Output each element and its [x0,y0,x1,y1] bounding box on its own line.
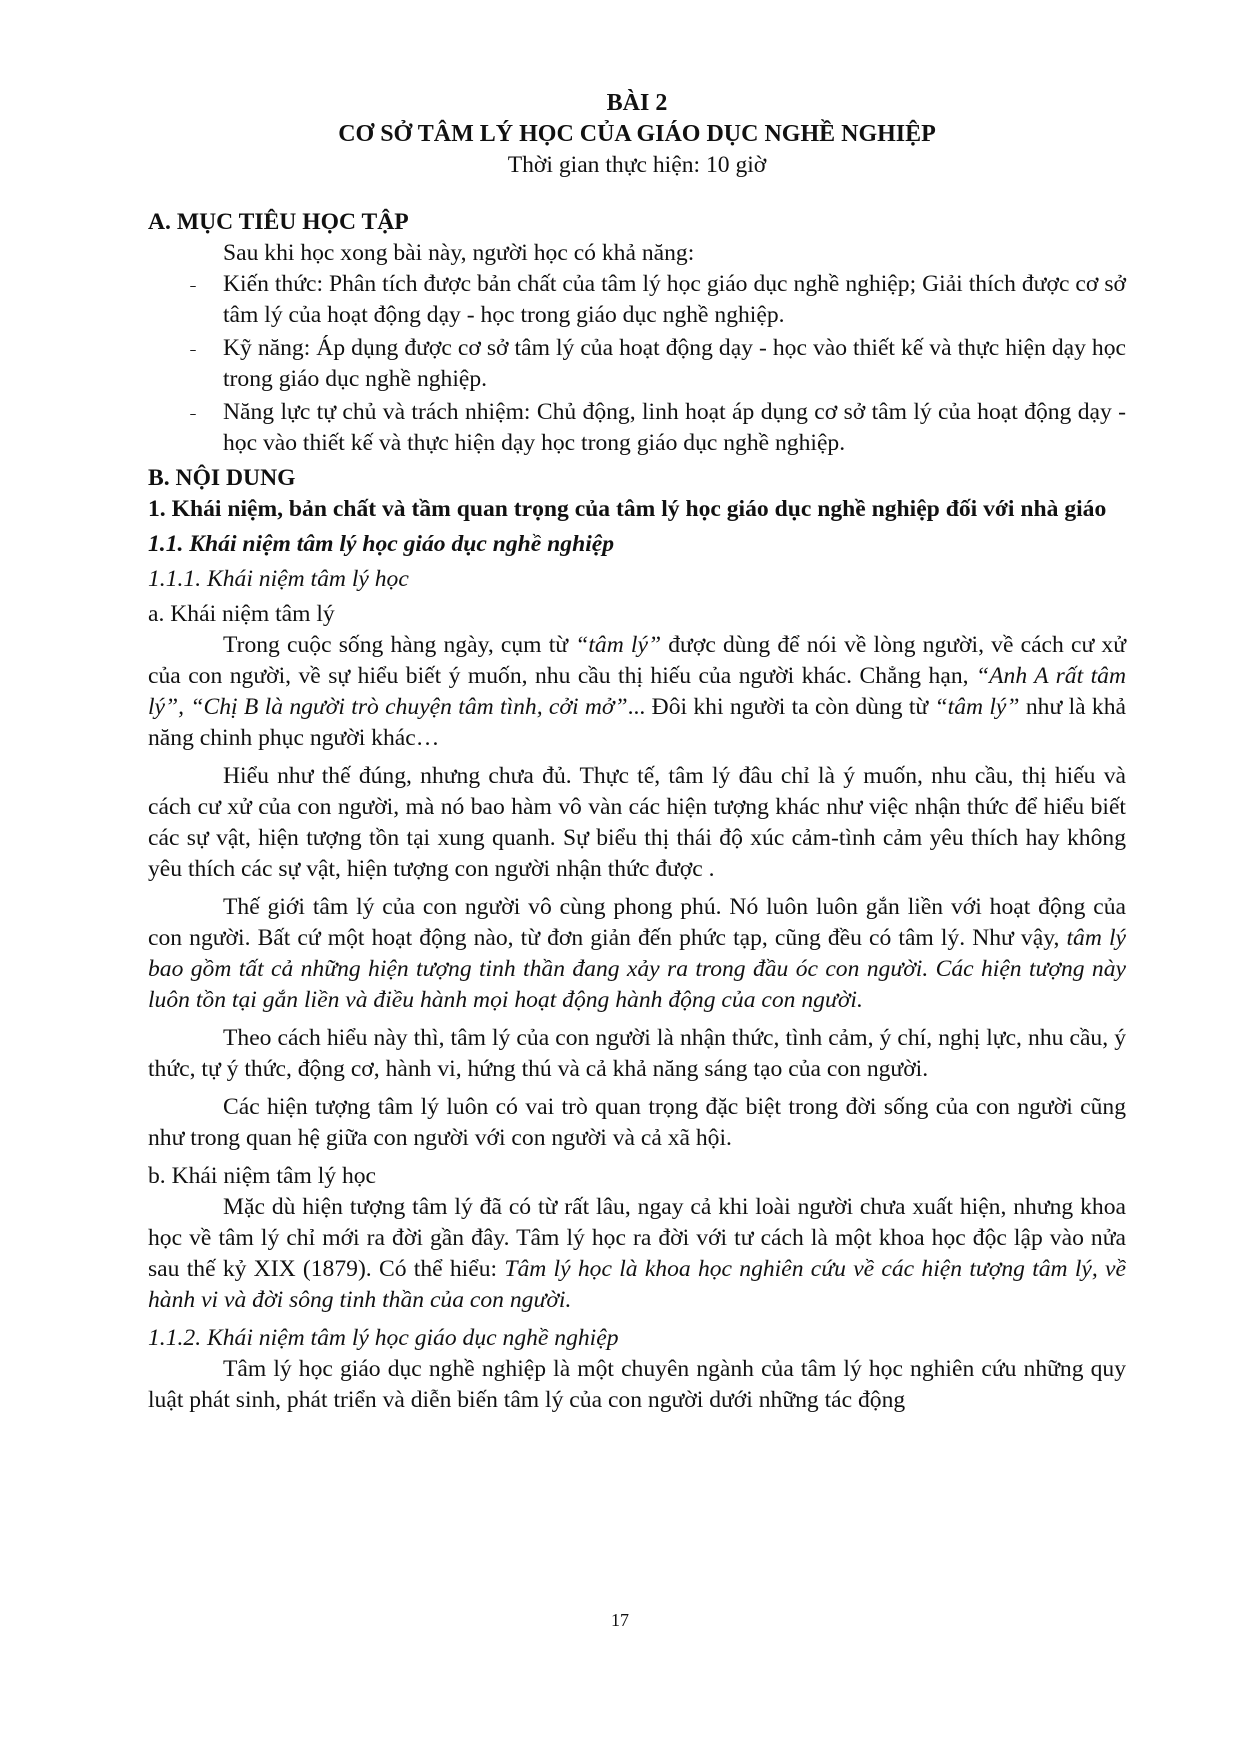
heading-1-1-1: 1.1.1. Khái niệm tâm lý học [148,566,409,592]
page-number: 17 [611,1610,629,1630]
heading-1-1: 1.1. Khái niệm tâm lý học giáo dục nghề nghiệp [148,531,615,557]
paragraph-6-text-1: Mặc dù hiện tượng tâm lý đã có từ rất lâu, ngay cả khi loài người chưa xuất hiện, nhưng khoa học về tâm lý chỉ mới ra đời gần đây. Tâm lý học ra đời với tư cách là một khoa học độc lập vào nửa sau thế kỷ XIX (1879). Có thể hiểu: [148,1194,1126,1282]
section-a-intro: Sau khi học xong bài này, người học có khả năng: [223,240,695,266]
bullet-dash-icon: ˗ [190,402,196,422]
list-item [148,269,1126,331]
paragraph-3-italic-1: tâm lý bao gồm tất cả những hiện tượng tinh thần đang xảy ra trong đầu óc con người. Các hiện tượng này luôn tồn tại gắn liền và điều hành mọi hoạt động hành động của con người. [148,925,1126,1013]
heading-1: 1. Khái niệm, bản chất và tầm quan trọng của tâm lý học giáo dục nghề nghiệp đối với nhà giáo [148,496,1107,522]
paragraph-3 [148,892,1126,1016]
heading-a: a. Khái niệm tâm lý [148,601,335,627]
paragraph-1-text-4: như là khả năng chinh phục người khác… [148,694,1126,751]
heading-1-1-2: 1.1.2. Khái niệm tâm lý học giáo dục nghề nghiệp [148,1325,619,1351]
objectives-list [148,269,1126,459]
paragraph-5: Các hiện tượng tâm lý luôn có vai trò quan trọng đặc biệt trong đời sống của con người cũng như trong quan hệ giữa con người với con người và cả xã hội. [148,1094,1126,1151]
paragraph-4: Theo cách hiểu này thì, tâm lý của con người là nhận thức, tình cảm, ý chí, nghị lực, nhu cầu, ý thức, tự ý thức, động cơ, hành vi, hứng thú và cả khả năng sáng tạo của con người. [148,1025,1126,1082]
lesson-title: CƠ SỞ TÂM LÝ HỌC CỦA GIÁO DỤC NGHỀ NGHIỆP [338,121,936,147]
objective-autonomy: Năng lực tự chủ và trách nhiệm: Chủ động, linh hoạt áp dụng cơ sở tâm lý của hoạt động dạy - học vào thiết kế và thực hiện dạy học trong giáo dục nghề nghiệp. [223,399,1126,456]
heading-b: b. Khái niệm tâm lý học [148,1163,377,1189]
document-page [148,88,1126,1416]
paragraph-1 [148,630,1126,754]
objective-knowledge: Kiến thức: Phân tích được bản chất của tâm lý học giáo dục nghề nghiệp; Giải thích được cơ sở tâm lý của hoạt động dạy - học trong giáo dục nghề nghiệp. [223,271,1126,328]
section-a-heading: A. MỤC TIÊU HỌC TẬP [148,209,409,235]
bullet-dash-icon: ˗ [190,274,196,294]
lesson-number: BÀI 2 [606,90,668,116]
paragraph-6-italic-1: Tâm lý học là khoa học nghiên cứu về các hiện tượng tâm lý, về hành vi và đời sông tinh thần của con người. [148,1256,1127,1313]
list-item [148,333,1126,395]
paragraph-1-italic-3: “tâm lý” [934,694,1020,720]
paragraph-7: Tâm lý học giáo dục nghề nghiệp là một chuyên ngành của tâm lý học nghiên cứu những quy luật phát sinh, phát triển và diễn biến tâm lý của con người dưới những tác động [148,1356,1126,1413]
list-item [148,397,1126,459]
paragraph-1-text-1: Trong cuộc sống hàng ngày, cụm từ [223,632,576,658]
bullet-dash-icon: ˗ [190,338,196,358]
paragraph-1-italic-2: “Anh A rất tâm lý”, “Chị B là người trò chuyện tâm tình, cởi mở” [148,663,1127,720]
paragraph-6 [148,1192,1126,1316]
objective-skills: Kỹ năng: Áp dụng được cơ sở tâm lý của hoạt động dạy - học vào thiết kế và thực hiện dạy học trong giáo dục nghề nghiệp. [223,335,1126,392]
paragraph-2: Hiểu như thế đúng, nhưng chưa đủ. Thực tế, tâm lý đâu chỉ là ý muốn, nhu cầu, thị hiếu và cách cư xử của con người, mà nó bao hàm vô vàn các hiện tượng khác như việc nhận thức để hiểu biết các sự vật, hiện tượng tồn tại xung quanh. Sự biểu thị thái độ xúc cảm-tình cảm yêu thích hay không yêu thích các sự vật, hiện tượng con người nhận thức được . [148,763,1126,882]
paragraph-3-text-1: Thế giới tâm lý của con người vô cùng phong phú. Nó luôn luôn gắn liền với hoạt động của con người. Bất cứ một hoạt động nào, từ đơn giản đến phức tạp, cũng đều có tâm lý. Như vậy, [148,894,1126,951]
paragraph-1-text-3: ... Đôi khi người ta còn dùng từ [627,694,935,720]
lesson-duration: Thời gian thực hiện: 10 giờ [507,152,767,178]
paragraph-1-text-2: được dùng để nói về lòng người, về cách cư xử của con người, về sự hiểu biết ý muốn, nhu cầu thị hiếu của người khác. Chẳng hạn, [148,632,1127,689]
section-b-heading: B. NỘI DUNG [148,465,296,491]
paragraph-1-italic-1: “tâm lý” [575,632,662,658]
